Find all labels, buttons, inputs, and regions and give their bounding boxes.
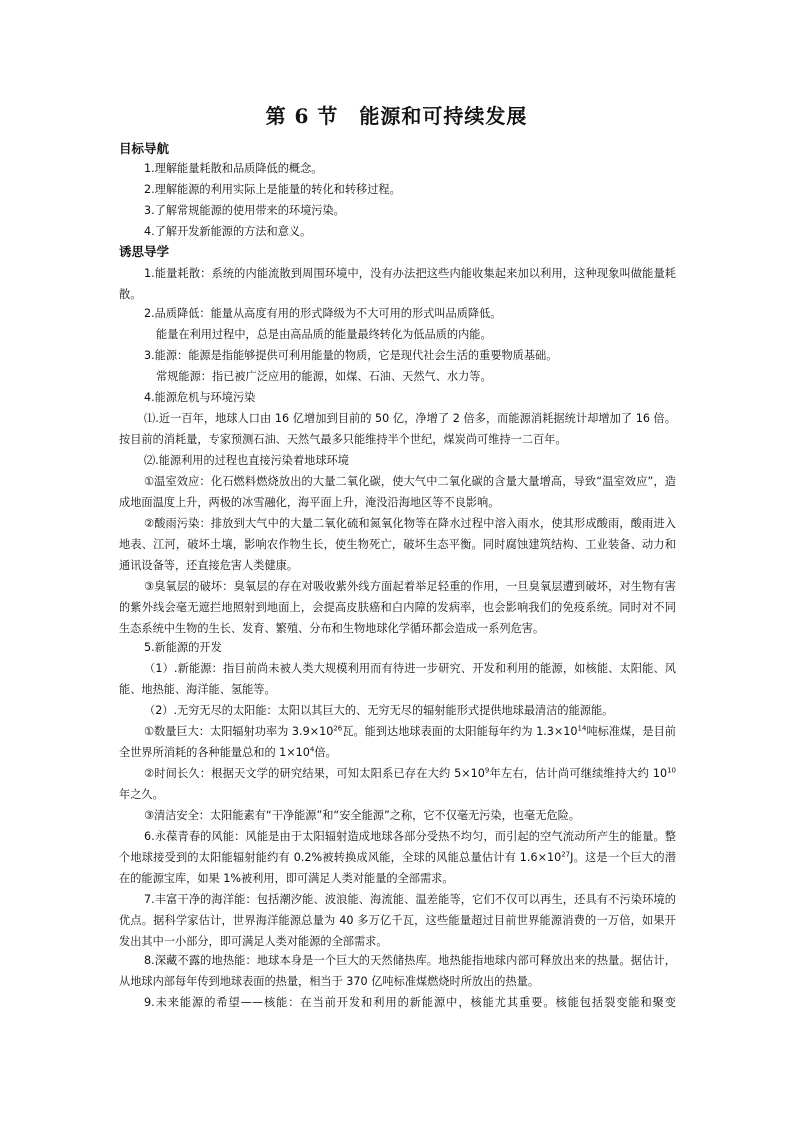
paragraph-solar-clean: ③清洁安全：太阳能素有“干净能源”和“安全能源”之称，它不仅毫无污染，也毫无危险。 [144,809,580,822]
paragraph-energy-dissipation: 1.能量耗散：系统的内能流散到周围环境中，没有办法把这些内能收集起来加以利用，这种现象叫做能量耗散。 [119,267,676,301]
paragraph-crisis-heading: 4.能源危机与环境污染 [144,391,256,404]
paragraph-acid-rain: ②酸雨污染：排放到大气中的大量二氧化硫和氮氧化物等在降水过程中溶入雨水，使其形成酸雨，酸雨进入地表、江河，破坏土壤，影响农作物生长，使生物死亡，破坏生态平衡。同时腐蚀建筑结构、工业装备、动力和通讯设备等，还直接危害人类健康。 [119,517,676,572]
paragraph-nuclear: 9.未来能源的希望——核能：在当前开发和利用的新能源中，核能尤其重要。核能包括裂变能和聚变 [144,996,676,1009]
paragraph-new-energy-heading: 5.新能源的开发 [144,641,222,654]
guide-heading: 诱思导学 [119,244,170,259]
goal-item-4: 4.了解开发新能源的方法和意义。 [144,225,312,238]
goal-item-1: 1.理解能量耗散和品质降低的概念。 [144,162,323,175]
goals-heading: 目标导航 [119,141,170,156]
paragraph-geothermal: 8.深藏不露的地热能：地球本身是一个巨大的天然储热库。地热能指地球内部可释放出来的热量。据估计，从地球内部每年传到地球表面的热量，相当于 370 亿吨标准煤燃烧时所放出的热量。 [119,954,676,988]
paragraph-greenhouse: ①温室效应：化石燃料燃烧放出的大量二氧化碳，使大气中二氧化碳的含量大量增高，导致“温室效应”，造成地面温度上升，两极的冰雪融化，海平面上升，淹没沿海地区等不良影响。 [119,475,676,509]
paragraph-ozone: ③臭氧层的破坏：臭氧层的存在对吸收紫外线方面起着举足轻重的作用，一旦臭氧层遭到破坏，对生物有害的紫外线会毫无遮拦地照射到地面上，会提高皮肤癌和白内障的发病率，也会影响我们的免疫系统。同时对不同生态系统中生物的生长、发育、繁殖、分布和生物地球化学循环都会造成一系列危害。 [119,580,676,635]
paragraph-solar-duration: ②时间长久：根据天文学的研究结果，可知太阳系已存在大约 $5\times 10^9$年左右，估计尚可继续维持大约 $10^{10}$年之久。 [119,766,676,801]
paragraph-solar: （2）.无穷无尽的太阳能：太阳以其巨大的、无穷无尽的辐射能形式提供地球最清洁的能源能。 [144,704,614,717]
paragraph-new-energy: （1）.新能源：指目前尚未被人类大规模利用而有待进一步研究、开发和利用的能源，如核能、太阳能、风能、地热能、海洋能、氢能等。 [119,662,676,696]
paragraph-population-growth: ⑴.近一百年，地球人口由 16 亿增加到目前的 50 亿，净增了 2 倍多，而能源消耗据统计却增加了 16 倍。按目前的消耗量，专家预测石油、天然气最多只能维持半个世纪，煤炭尚可维持一二百年。 [119,412,676,446]
paragraph-pollution-heading: ⑵.能源利用的过程也直接污染着地球环境 [144,454,349,467]
goal-item-3: 3.了解常规能源的使用带来的环境污染。 [144,204,345,217]
paragraph-wind: 6.永葆青春的风能：风能是由于太阳辐射造成地球各部分受热不均匀，而引起的空气流动所产生的能量。整个地球接受到的太阳能辐射能约有 0.2%被转换成风能，全球的风能总量估计有 $1.6\times 10^{27}J$。这是一个巨大的潜在的能源宝库，如果 1%被利用，即可满足人类对能量的全部需求。 [119,830,676,885]
paragraph-energy-source: 3.能源：能源是指能够提供可利用能量的物质，它是现代社会生活的重要物质基础。 [144,349,558,362]
paragraph-conventional-energy: 常规能源：指已被广泛应用的能源，如煤、石油、天然气、水力等。 [156,370,492,383]
page-title: 第 6 节 能源和可持续发展 [265,104,528,128]
paragraph-quality-reduction: 2.品质降低：能量从高度有用的形式降级为不大可用的形式叫品质降低。 [144,307,502,320]
paragraph-quality-note: 能量在利用过程中，总是由高品质的能量最终转化为低品质的内能。 [156,328,492,341]
goal-item-2: 2.理解能源的利用实际上是能量的转化和转移过程。 [144,183,401,196]
paragraph-ocean: 7.丰富干净的海洋能：包括潮汐能、波浪能、海流能、温差能等，它们不仅可以再生，还具有不污染环境的优点。据科学家估计，世界海洋能源总量为 40 多万亿千瓦，这些能量超过目前世界能源消费的一万倍，如果开发出其中一小部分，即可满足人类对能源的全部需求。 [119,893,676,948]
paragraph-solar-quantity: ①数量巨大：太阳辐射功率为 $3.9\times 10^{26}$瓦。能到达地球表面的太阳能每年约为 $1.3\times 10^{14}$吨标准煤，是目前全世界所消耗的各种能量总和的 $1\times 10^4$倍。 [119,724,676,759]
